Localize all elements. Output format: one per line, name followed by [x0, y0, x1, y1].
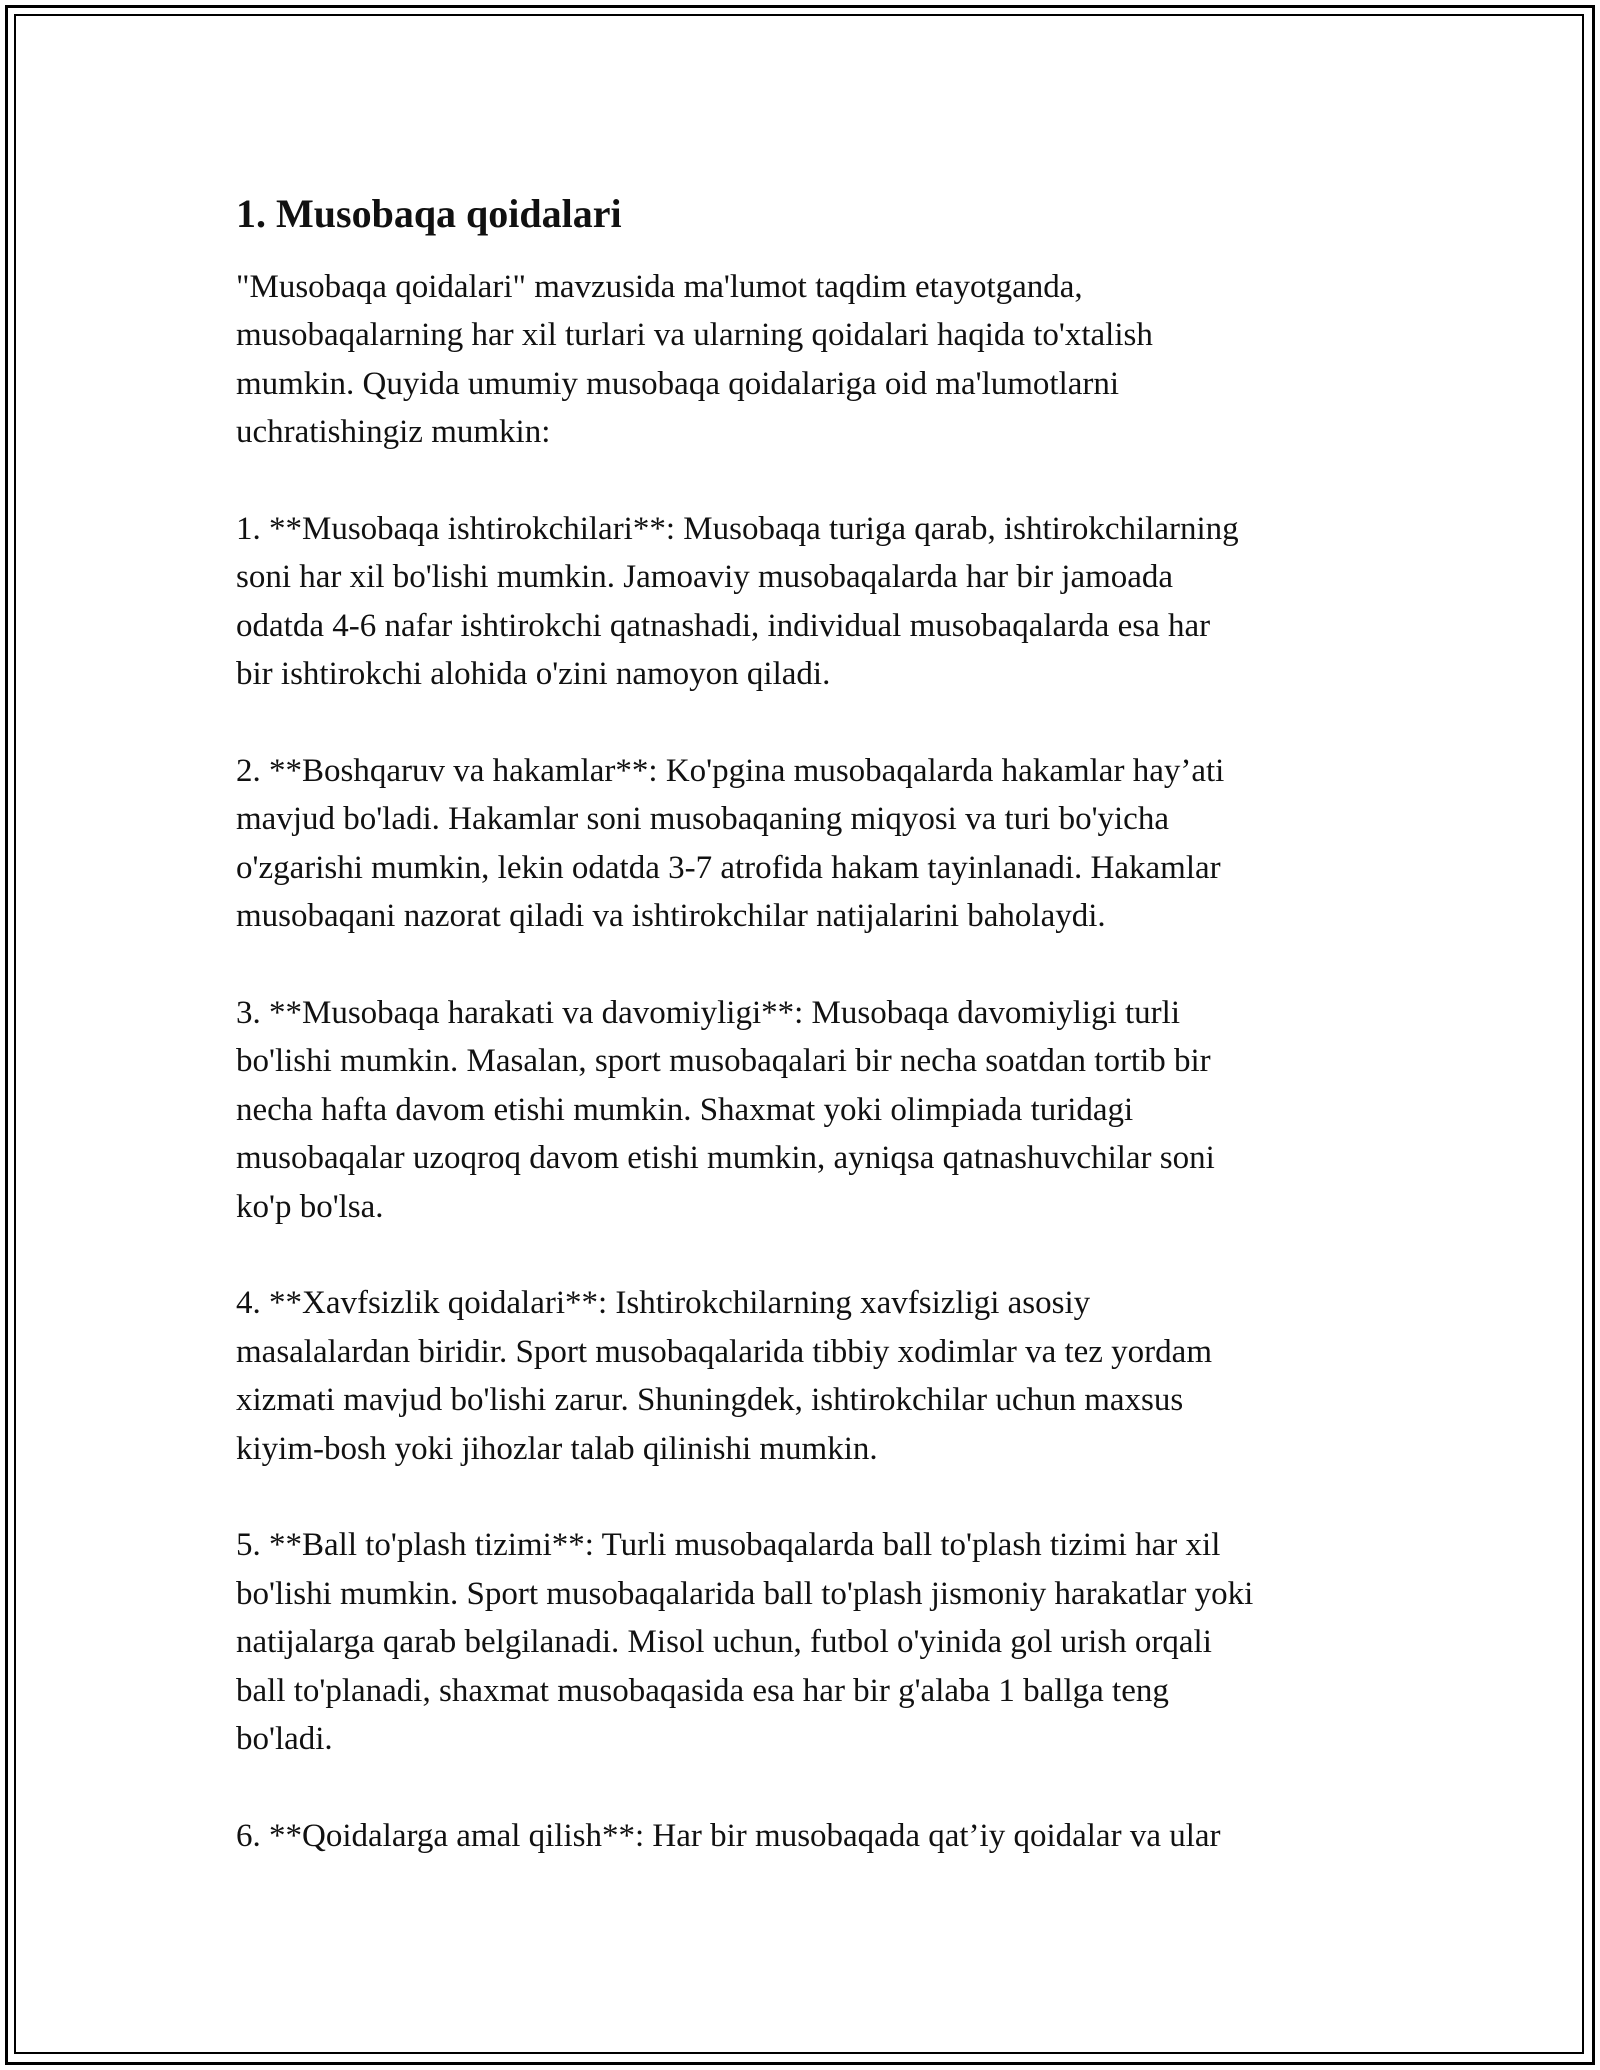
rule-item-5: 5. **Ball to'plash tizimi**: Turli musobaqalarda ball to'plash tizimi har xil bo'lishi mumkin. Sport musobaqalarida ball to'plash jismoniy harakatlar yoki natijalarga qarab belgilanadi. Misol uchun, futbol o'yinida gol urish orqali ball to'planadi, shaxmat musobaqasida esa har bir g'alaba 1 ballga teng bo'ladi.: [236, 1527, 1254, 1758]
rule-item-2: 2. **Boshqaruv va hakamlar**: Ko'pgina musobaqalarda hakamlar hay’ati mavjud bo'ladi. Hakamlar soni musobaqaning miqyosi va turi bo'yicha o'zgarishi mumkin, lekin odatda 3-7 atrofida hakam tayinlanadi. Hakamlar musobaqani nazorat qiladi va ishtirokchilar natijalarini baholaydi.: [236, 753, 1225, 935]
rule-item-3: 3. **Musobaqa harakati va davomiyligi**: Musobaqa davomiyligi turli bo'lishi mumkin. Masalan, sport musobaqalari bir necha soatdan tortib bir necha hafta davom etishi mumkin. Shaxmat yoki olimpiada turidagi musobaqalar uzoqroq davom etishi mumkin, ayniqsa qatnashuvchilar soni ko'p bo'lsa.: [236, 995, 1215, 1225]
rule-item-4: 4. **Xavfsizlik qoidalari**: Ishtirokchilarning xavfsizligi asosiy masalalardan biridir. Sport musobaqalarida tibbiy xodimlar va tez yordam xizmati mavjud bo'lishi zarur. Shuningdek, ishtirokchilar uchun maxsus kiyim-bosh yoki jihozlar talab qilinishi mumkin.: [236, 1285, 1212, 1467]
intro-paragraph: "Musobaqa qoidalari" mavzusida ma'lumot taqdim etayotganda, musobaqalarning har xil turlari va ularning qoidalari haqida to'xtalish mumkin. Quyida umumiy musobaqa qoidalariga oid ma'lumotlarni uchratishingiz mumkin:: [236, 269, 1153, 451]
document-body: [236, 186, 1386, 1860]
document-title: 1. Musobaqa qoidalari: [236, 191, 622, 236]
rule-item-1: 1. **Musobaqa ishtirokchilari**: Musobaqa turiga qarab, ishtirokchilarning soni har xil bo'lishi mumkin. Jamoaviy musobaqalarda har bir jamoada odatda 4-6 nafar ishtirokchi qatnashadi, individual musobaqalarda esa har bir ishtirokchi alohida o'zini namoyon qiladi.: [236, 511, 1239, 693]
rule-item-6: 6. **Qoidalarga amal qilish**: Har bir musobaqada qat’iy qoidalar va ular: [236, 1817, 1221, 1854]
